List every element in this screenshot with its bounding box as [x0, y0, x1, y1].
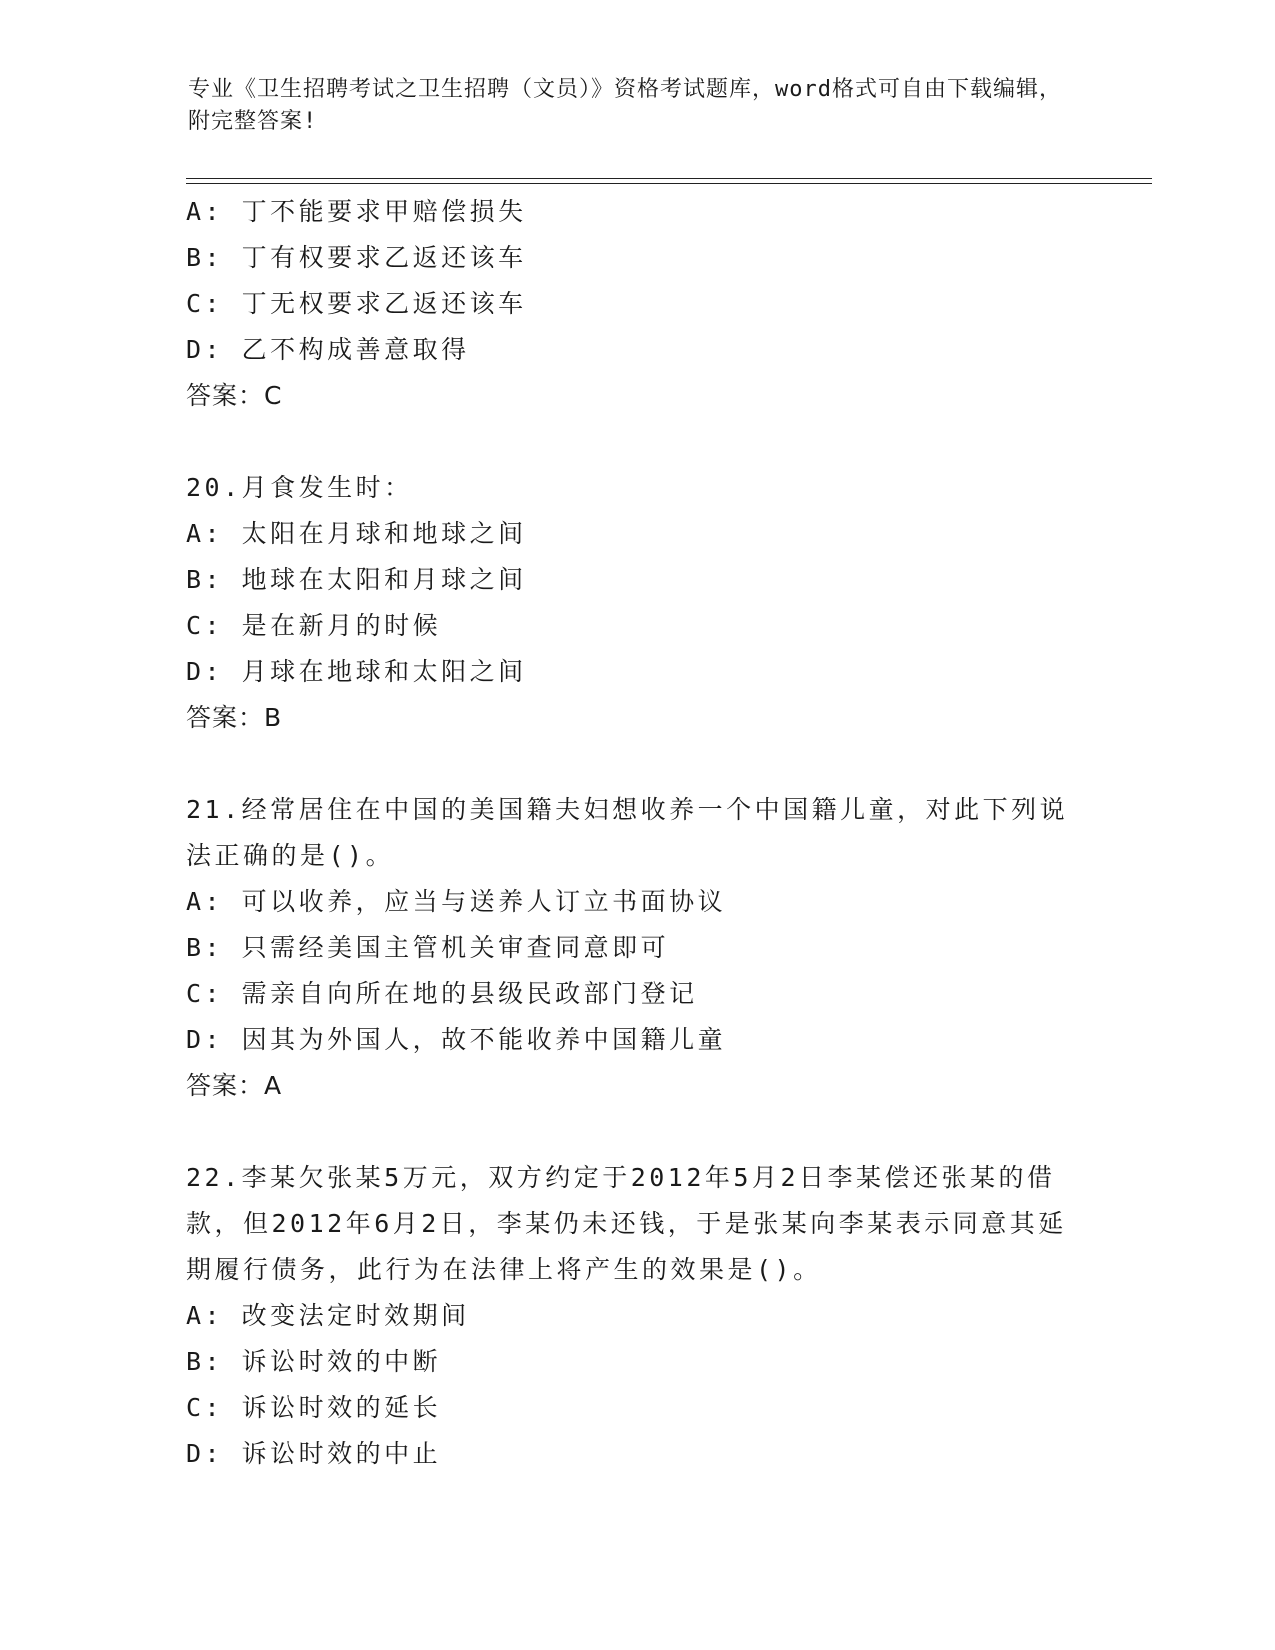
- option-a: A: 改变法定时效期间: [186, 1301, 470, 1330]
- document-header: 专业《卫生招聘考试之卫生招聘（文员）》资格考试题库，word格式可自由下载编辑，附完整答案!: [188, 77, 1062, 134]
- option-b: B: 只需经美国主管机关审查同意即可: [186, 933, 670, 962]
- option-d: D: 乙不构成善意取得: [186, 335, 470, 364]
- option-b: B: 丁有权要求乙返还该车: [186, 243, 527, 272]
- option-a: A: 太阳在月球和地球之间: [186, 519, 527, 548]
- header-rule-bottom: [186, 183, 1152, 184]
- answer: 答案：A: [186, 1071, 283, 1100]
- option-d: D: 诉讼时效的中止: [186, 1439, 442, 1468]
- header-rule-top: [186, 178, 1152, 179]
- question-text: 21.经常居住在中国的美国籍夫妇想收养一个中国籍儿童，对此下列说法正确的是()。: [186, 795, 1069, 870]
- option-c: C: 是在新月的时候: [186, 611, 442, 640]
- option-b: B: 诉讼时效的中断: [186, 1347, 442, 1376]
- question-20: [186, 465, 1086, 741]
- option-a: A: 丁不能要求甲赔偿损失: [186, 197, 527, 226]
- option-d: D: 月球在地球和太阳之间: [186, 657, 527, 686]
- option-a: A: 可以收养，应当与送养人订立书面协议: [186, 887, 727, 916]
- question-21: [186, 787, 1086, 1109]
- question-list: [186, 189, 1086, 1477]
- question-22: [186, 1155, 1086, 1477]
- question-text: 20.月食发生时：: [186, 473, 413, 502]
- option-c: C: 丁无权要求乙返还该车: [186, 289, 527, 318]
- option-b: B: 地球在太阳和月球之间: [186, 565, 527, 594]
- option-c: C: 需亲自向所在地的县级民政部门登记: [186, 979, 698, 1008]
- answer: 答案：C: [186, 381, 283, 410]
- question-19: [186, 189, 1086, 419]
- option-c: C: 诉讼时效的延长: [186, 1393, 442, 1422]
- question-text: 22.李某欠张某5万元，双方约定于2012年5月2日李某偿还张某的借款，但2012年6月2日，李某仍未还钱，于是张某向李某表示同意其延期履行债务，此行为在法律上将产生的效果是()。: [186, 1163, 1067, 1284]
- option-d: D: 因其为外国人，故不能收养中国籍儿童: [186, 1025, 727, 1054]
- answer: 答案：B: [186, 703, 283, 732]
